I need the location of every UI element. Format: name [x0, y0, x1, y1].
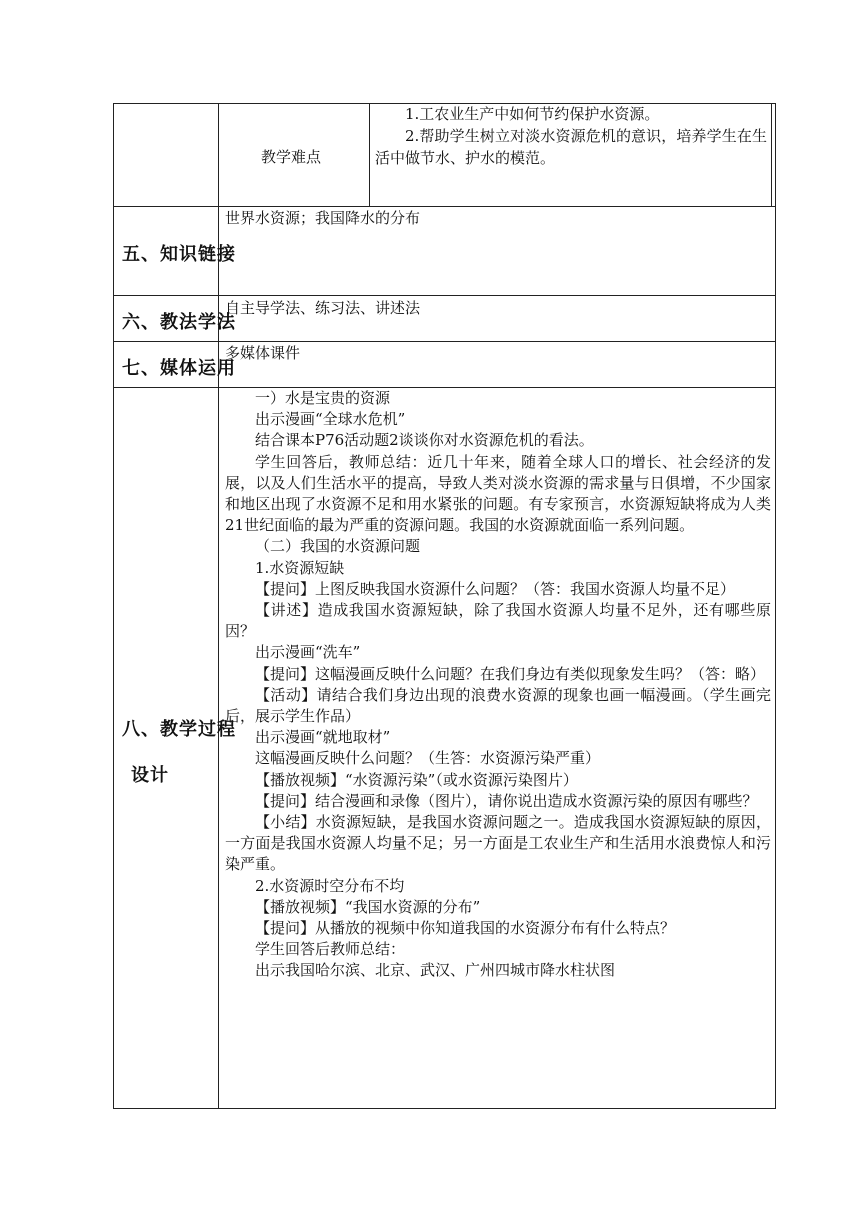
paragraph: 【播放视频】“我国水资源的分布” — [255, 897, 481, 916]
section5-content: 世界水资源；我国降水的分布 — [225, 209, 421, 227]
row-divider — [113, 295, 776, 296]
paragraph: 【小结】水资源短缺，是我国水资源问题之一。造成我国水资源短缺的原因，一方面是我国水资源人均量不足；另一方面是工农业生产和生活用水浪费惊人和污染严重。 — [225, 813, 771, 874]
paragraph: 出示我国哈尔滨、北京、武汉、广州四城市降水柱状图 — [255, 961, 616, 980]
paragraph: 1.水资源短缺 — [255, 558, 345, 577]
inner-cell-right-border — [771, 103, 772, 207]
paragraph: 这幅漫画反映什么问题？（生答：水资源污染严重） — [255, 749, 601, 768]
paragraph: 【提问】结合漫画和录像（图片），请你说出造成水资源污染的原因有哪些？ — [255, 791, 758, 810]
section6-label: 六、教法学法 — [122, 312, 236, 333]
paragraph: 【提问】上图反映我国水资源什么问题？（答：我国水资源人均量不足） — [255, 579, 736, 598]
row-divider — [113, 341, 776, 342]
difficulty-label: 教学难点 — [261, 148, 322, 166]
paragraph: （二）我国的水资源问题 — [255, 537, 421, 556]
paragraph: 一）水是宝贵的资源 — [255, 389, 391, 407]
paragraph: 出示漫画“洗车” — [255, 643, 361, 662]
paragraph: 【播放视频】“水资源污染”（或水资源污染图片） — [255, 770, 578, 789]
section8-label-line1: 八、教学过程 — [122, 719, 236, 740]
section7-content: 多媒体课件 — [225, 344, 301, 362]
paragraph: 2.水资源时空分布不均 — [255, 876, 405, 895]
section5-label: 五、知识链接 — [122, 244, 236, 265]
section7-label: 七、媒体运用 — [122, 358, 236, 379]
paragraph: 【讲述】造成我国水资源短缺，除了我国水资源人均量不足外，还有哪些原因？ — [225, 601, 771, 641]
table-left-border — [113, 103, 114, 1109]
difficulty-content — [375, 103, 767, 169]
table-right-border — [775, 103, 776, 1109]
difficulty-line-2: 2.帮助学生树立对淡水资源危机的意识，培养学生在生活中做节水、护水的模范。 — [375, 127, 767, 167]
row-divider — [113, 206, 776, 207]
paragraph: 结合课本P76活动题2谈谈你对水资源危机的看法。 — [255, 431, 594, 450]
section8-label-line2: 设计 — [131, 765, 169, 786]
paragraph: 【提问】从播放的视频中你知道我国的水资源分布有什么特点？ — [255, 919, 676, 938]
section6-content: 自主导学法、练习法、讲述法 — [225, 299, 421, 317]
paragraph: 学生回答后，教师总结：近几十年来，随着全球人口的增长、社会经济的发展，以及人们生活水平的提高，导致人类对淡水资源的需求量与日俱增，不少国家和地区出现了水资源不足和用水紧张的问题。有专家预言，水资源短缺将成为人类21世纪面临的最为严重的资源问题。我国的水资源就面临一系列问题。 — [225, 452, 771, 535]
paragraph: 学生回答后教师总结： — [255, 940, 406, 959]
section8-content — [225, 388, 771, 982]
inner-cell-left-border — [369, 103, 370, 207]
paragraph: 【提问】这幅漫画反映什么问题？在我们身边有类似现象发生吗？（答：略） — [255, 664, 766, 683]
difficulty-line-1: 1.工农业生产中如何节约保护水资源。 — [405, 105, 660, 123]
paragraph: 出示漫画“全球水危机” — [255, 410, 406, 429]
paragraph: 【活动】请结合我们身边出现的浪费水资源的现象也画一幅漫画。（学生画完后，展示学生作品） — [225, 685, 771, 726]
table-bottom-border — [113, 1108, 776, 1109]
paragraph: 出示漫画“就地取材” — [255, 728, 391, 747]
